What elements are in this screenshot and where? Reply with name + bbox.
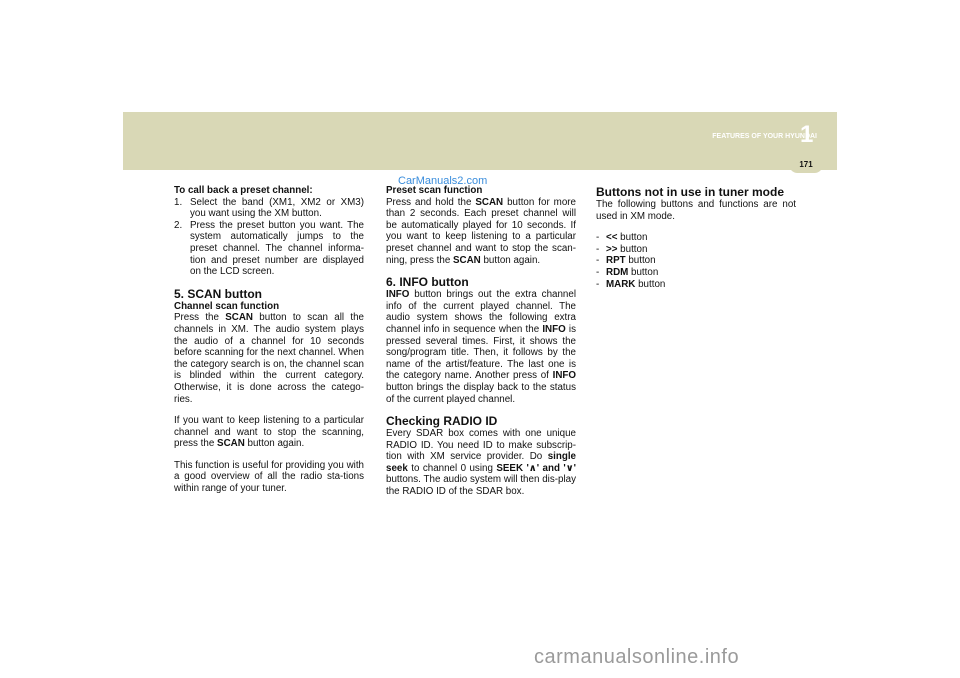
list-item: - RPT button <box>596 255 656 267</box>
watermark-link[interactable]: CarManuals2.com <box>398 175 488 187</box>
column-1 <box>174 185 364 495</box>
stop-scan-paragraph: If you want to keep listening to a particular channel and want to stop the scanning, press the SCAN button again. <box>174 415 364 450</box>
scan-button-title: 5. SCAN button <box>174 286 262 301</box>
step-number: 1. <box>174 196 183 208</box>
preset-scan-title: Preset scan function <box>386 185 483 196</box>
list-item: - MARK button <box>596 278 666 290</box>
list-item: - >> button <box>596 243 648 255</box>
info-paragraph: INFO button brings out the extra channel info of the current played channel. The audio system shows the following extra channel info in sequence when the INFO is pressed several times. First, it shows the song/program title. Then, it follows by the name of the artist/feature. The last one is the category name. Another press of INFO button brings the display back to the status of the current played channel. <box>386 289 576 405</box>
unused-buttons-title: Buttons not in use in tuner mode <box>596 185 784 199</box>
preset-scan-paragraph: Press and hold the SCAN button for more than 2 seconds. Each preset channel will be automatically played for 10 seconds. If you want to keep listening to a particular preset channel and want to stop the scan-ning, press the SCAN button again. <box>386 196 576 266</box>
list-item: - << button <box>596 232 648 244</box>
channel-scan-paragraph: Press the SCAN button to scan all the channels in XM. The audio system plays the audio of a channel for 10 seconds before scanning for the next channel. When the category search is on, the channel scan is blinded within the current category. Otherwise, it is done across the catego-ries. <box>174 312 364 405</box>
step-text: Press the preset button you want. The system automatically jumps to the preset channel. The channel informa-tion and preset number are displayed on the LCD screen. <box>190 219 364 278</box>
step-2 <box>174 220 364 278</box>
step-number: 2. <box>174 219 183 231</box>
footer-watermark: carmanualsonline.info <box>534 646 740 668</box>
unused-buttons-intro: The following buttons and functions are not used in XM mode. <box>596 199 796 222</box>
overview-paragraph: This function is useful for providing you with a good overview of all the radio sta-tions within range of your tuner. <box>174 459 364 495</box>
header-band <box>123 112 837 170</box>
preset-callback-heading: To call back a preset channel: <box>174 185 313 196</box>
page-number: 171 <box>789 156 823 173</box>
column-3 <box>596 185 796 290</box>
list-item: - RDM button <box>596 266 659 278</box>
info-button-title: 6. INFO button <box>386 275 469 290</box>
section-title: FEATURES OF YOUR HYUNDAI <box>712 133 817 140</box>
channel-scan-title: Channel scan function <box>174 300 280 312</box>
step-1 <box>174 197 364 220</box>
column-2 <box>386 185 576 498</box>
radio-id-paragraph: Every SDAR box comes with one unique RADIO ID. You need ID to make subscrip-tion with XM service provider. Do single seek to channel 0 using SEEK '∧' and '∨' buttons. The audio system will then dis-play the RADIO ID of the SDAR box. <box>386 428 576 498</box>
radio-id-title: Checking RADIO ID <box>386 414 498 429</box>
step-text: Select the band (XM1, XM2 or XM3) you want using the XM button. <box>190 196 364 220</box>
section-number: 1 <box>800 121 814 148</box>
